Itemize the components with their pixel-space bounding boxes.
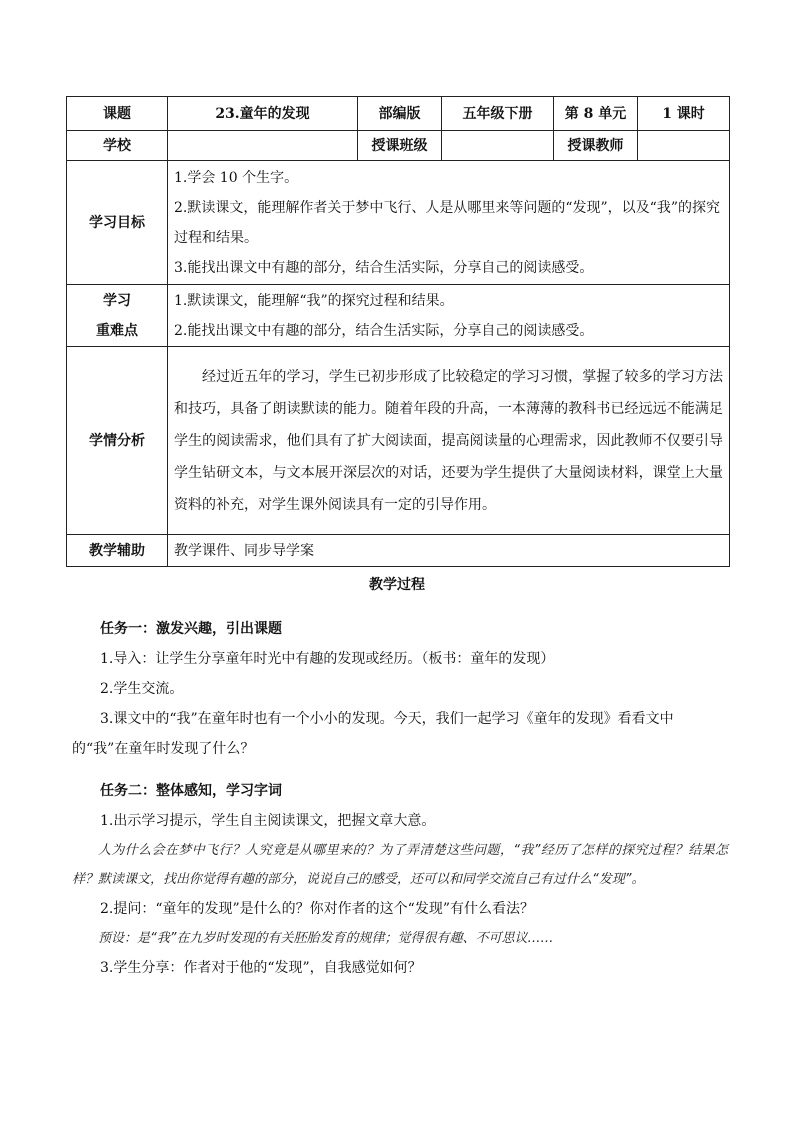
process-body <box>72 614 728 983</box>
aids-content: 教学课件、同步导学案 <box>168 535 730 567</box>
goals-label: 学习目标 <box>67 161 168 285</box>
unit-cell: 第 8 单元 <box>554 97 638 131</box>
class-value <box>442 131 554 161</box>
periods-cell: 1 课时 <box>638 97 730 131</box>
edition-cell: 部编版 <box>358 97 442 131</box>
aids-label: 教学辅助 <box>67 535 168 567</box>
school-label: 学校 <box>67 131 168 161</box>
key-point-item: 1.默读课文，能理解“我”的探究过程和结果。 <box>174 292 454 309</box>
analysis-label: 学情分析 <box>67 347 168 535</box>
goal-item: 2.默读课文，能理解作者关于梦中飞行、人是从哪里来等问题的“发现”，以及“我”的探究过程和结果。 <box>174 199 720 246</box>
class-label: 授课班级 <box>358 131 442 161</box>
goal-item: 3.能找出课文中有趣的部分，结合生活实际，分享自己的阅读感受。 <box>174 259 594 276</box>
analysis-row <box>67 347 730 535</box>
school-row <box>67 131 730 161</box>
goals-row <box>67 161 730 285</box>
key-point-item: 2.能找出课文中有趣的部分，结合生活实际，分享自己的阅读感受。 <box>174 322 594 339</box>
school-value <box>168 131 358 161</box>
section-gap <box>72 764 728 776</box>
lesson-title: 23.童年的发现 <box>168 97 358 131</box>
task2-title: 任务二：整体感知，学习字词 <box>100 783 282 799</box>
key-points-label-line2: 重难点 <box>96 322 138 339</box>
teacher-value <box>638 131 730 161</box>
task1-line: 2.学生交流。 <box>100 681 184 697</box>
grade-cell: 五年级下册 <box>442 97 554 131</box>
key-points-label <box>67 285 168 347</box>
teacher-label: 授课教师 <box>554 131 638 161</box>
key-points-row <box>67 285 730 347</box>
task1-line: 3.课文中的“我”在童年时也有一个小小的发现。今天，我们一起学习《童年的发现》看看文中的“我”在童年时发现了什么？ <box>72 711 674 757</box>
goal-item: 1.学会 10 个生字。 <box>174 169 299 186</box>
aids-row <box>67 535 730 567</box>
analysis-text: 经过近五年的学习，学生已初步形成了比较稳定的学习习惯，掌握了较多的学习方法和技巧，具备了朗读默读的能力。随着年段的升高，一本薄薄的教科书已经远远不能满足学生的阅读需求，他们具有了扩大阅读面，提高阅读量的心理需求，因此教师不仅要引导学生钻研文本，与文本展开深层次的对话，还要为学生提供了大量阅读材料，课堂上大量资料的补充，对学生课外阅读具有一定的引导作用。 <box>174 368 723 513</box>
task2-step2: 2.提问：“童年的发现”是什么的？你对作者的这个“发现”有什么看法？ <box>100 901 534 917</box>
goals-content <box>168 161 730 285</box>
title-row <box>67 97 730 131</box>
key-points-content <box>168 285 730 347</box>
task1-line: 1.导入：让学生分享童年时光中有趣的发现或经历。（板书：童年的发现） <box>100 651 555 667</box>
analysis-content <box>168 347 730 535</box>
task2-preset: 预设：是“我”在九岁时发现的有关胚胎发育的规律；觉得很有趣、不可思议…… <box>98 931 554 946</box>
lesson-plan-table <box>66 96 730 567</box>
task2-prompt: 人为什么会在梦中飞行？人究竟是从哪里来的？为了弄清楚这些问题，“我”经历了怎样的探究过程？结果怎样？默读课文，找出你觉得有趣的部分，说说自己的感受，还可以和同学交流自己有过什么“发现”。 <box>72 843 728 887</box>
key-points-label-line1: 学习 <box>103 292 131 309</box>
task2-step1: 1.出示学习提示，学生自主阅读课文，把握文章大意。 <box>100 813 436 829</box>
task2-step3: 3.学生分享：作者对于他的“发现”，自我感觉如何？ <box>100 960 422 976</box>
task1-title: 任务一：激发兴趣，引出课题 <box>100 621 282 637</box>
lesson-label: 课题 <box>67 97 168 131</box>
process-title: 教学过程 <box>369 577 425 593</box>
